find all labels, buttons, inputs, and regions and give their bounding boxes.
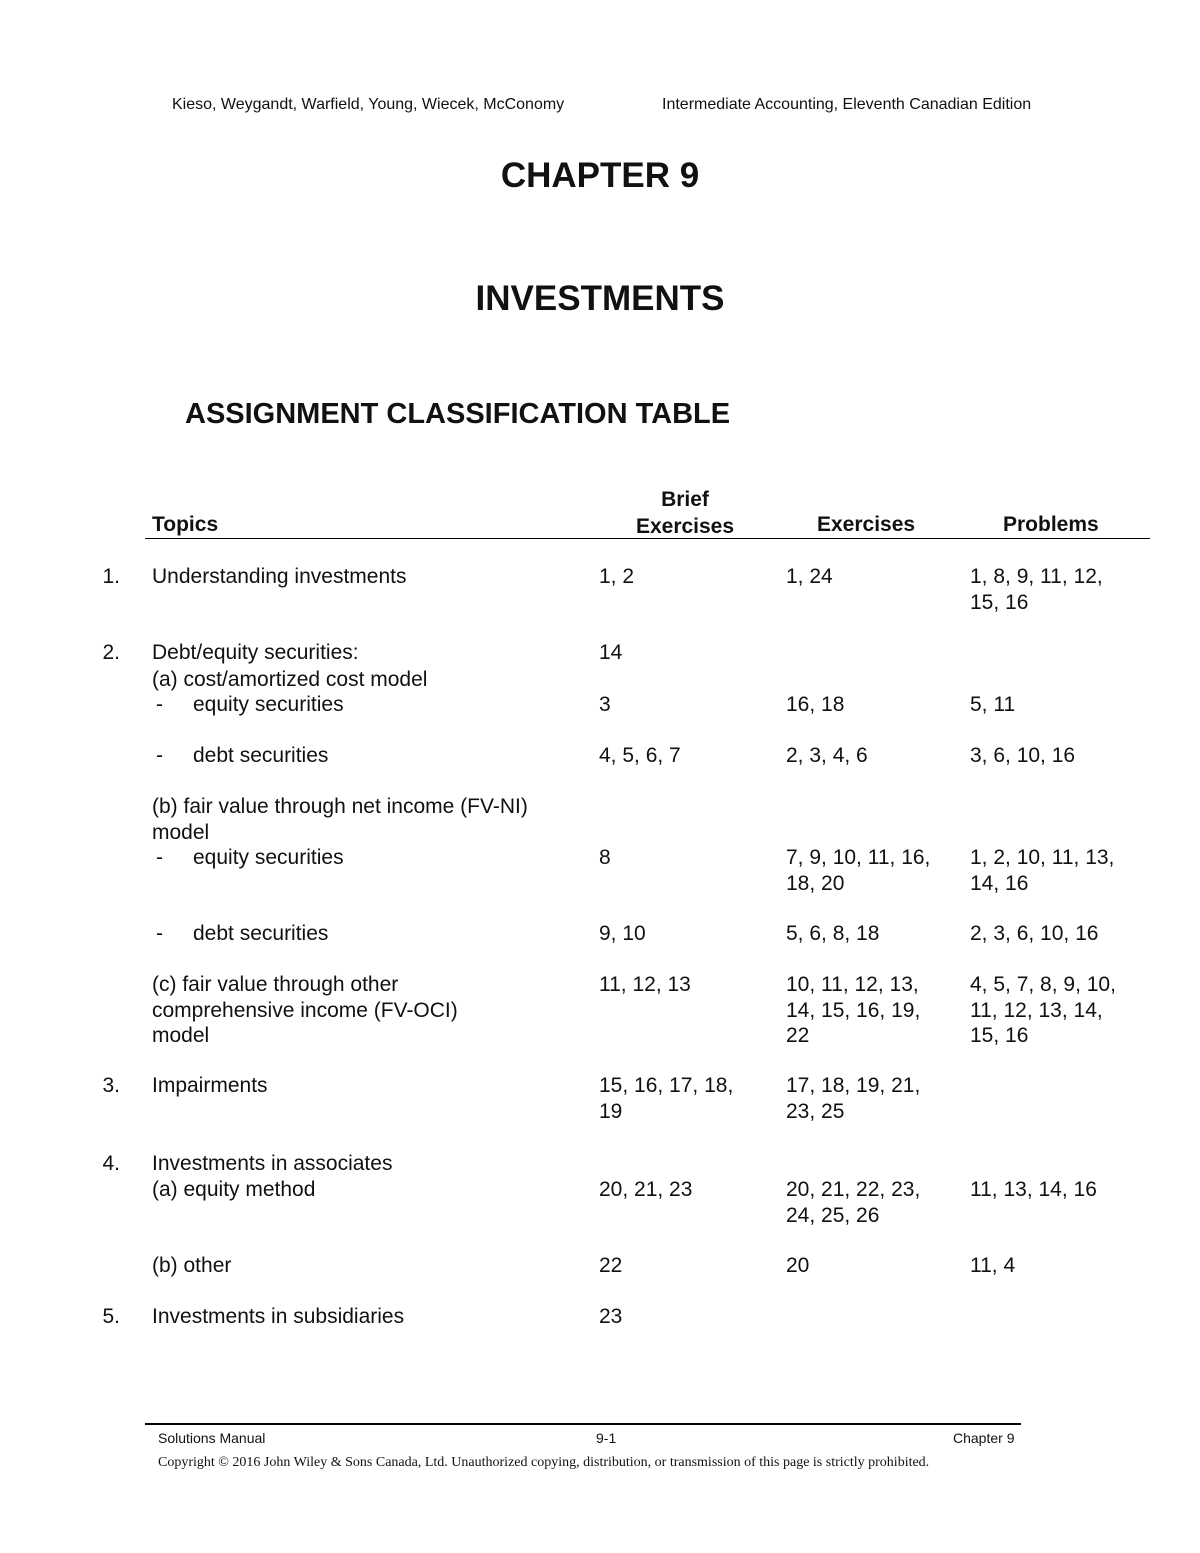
- row-exercises: 7, 9, 10, 11, 16, 18, 20: [786, 846, 931, 895]
- row-brief-exercises: 9, 10: [599, 922, 646, 945]
- row-number: 1.: [102, 565, 120, 588]
- table-title: ASSIGNMENT CLASSIFICATION TABLE: [185, 398, 731, 430]
- row-brief-exercises: 22: [599, 1254, 623, 1277]
- footer-left: Solutions Manual: [158, 1430, 266, 1446]
- header-authors: Kieso, Weygandt, Warfield, Young, Wiecek, McConomy: [172, 96, 565, 113]
- row-dash: -: [156, 744, 163, 767]
- row-topic: debt securities: [193, 744, 329, 767]
- chapter-label: CHAPTER 9: [500, 156, 700, 195]
- row-number: 2.: [102, 641, 120, 664]
- row-problems: 1, 2, 10, 11, 13, 14, 16: [970, 846, 1115, 895]
- row-problems: 5, 11: [970, 693, 1016, 716]
- row-brief-exercises: 20, 21, 23: [599, 1178, 693, 1201]
- row-topic: Investments in associates: [152, 1152, 393, 1175]
- header-rule: [145, 538, 1150, 539]
- row-problems: 11, 13, 14, 16: [970, 1178, 1097, 1201]
- footer-copyright: Copyright © 2016 John Wiley & Sons Canada, Ltd. Unauthorized copying, distribution, or transmission of this page is strictly prohibited.: [158, 1455, 930, 1470]
- row-exercises: 20: [786, 1254, 810, 1277]
- row-topic: (b) fair value through net income (FV-NI) model: [152, 795, 528, 844]
- row-exercises: 10, 11, 12, 13, 14, 15, 16, 19, 22: [786, 973, 921, 1047]
- row-exercises: 20, 21, 22, 23, 24, 25, 26: [786, 1178, 921, 1227]
- row-topic: (b) other: [152, 1254, 232, 1277]
- col-header-exercises: Exercises: [817, 513, 916, 536]
- row-brief-exercises: 23: [599, 1305, 623, 1328]
- row-brief-exercises: 3: [599, 693, 611, 716]
- row-topic: debt securities: [193, 922, 329, 945]
- footer-page-number: 9-1: [596, 1430, 617, 1446]
- row-topic: equity securities: [193, 693, 344, 716]
- row-topic: Impairments: [152, 1074, 268, 1097]
- row-exercises: 5, 6, 8, 18: [786, 922, 880, 945]
- row-brief-exercises: 8: [599, 846, 611, 869]
- row-topic: Debt/equity securities:: [152, 641, 359, 664]
- row-topic: Investments in subsidiaries: [152, 1305, 405, 1328]
- header-book-title: Intermediate Accounting, Eleventh Canadian Edition: [662, 96, 1032, 113]
- row-topic: (a) equity method: [152, 1178, 316, 1201]
- row-brief-exercises: 14: [599, 641, 623, 664]
- row-problems: 4, 5, 7, 8, 9, 10, 11, 12, 13, 14, 15, 16: [970, 973, 1116, 1047]
- row-brief-exercises: 15, 16, 17, 18, 19: [599, 1074, 734, 1123]
- row-topic: (c) fair value through other comprehensive income (FV-OCI) model: [152, 973, 458, 1047]
- row-problems: 11, 4: [970, 1254, 1016, 1277]
- row-exercises: 16, 18: [786, 693, 845, 716]
- row-number: 5.: [102, 1305, 120, 1328]
- row-topic: Understanding investments: [152, 565, 407, 588]
- row-topic: (a) cost/amortized cost model: [152, 668, 428, 691]
- row-brief-exercises: 11, 12, 13: [599, 973, 691, 996]
- col-header-brief-exercises: Brief Exercises: [635, 488, 735, 538]
- col-header-problems: Problems: [1003, 513, 1099, 536]
- row-problems: 2, 3, 6, 10, 16: [970, 922, 1099, 945]
- col-header-topics: Topics: [152, 513, 219, 536]
- row-exercises: 17, 18, 19, 21, 23, 25: [786, 1074, 921, 1123]
- row-problems: 3, 6, 10, 16: [970, 744, 1076, 767]
- row-topic: equity securities: [193, 846, 344, 869]
- footer-right: Chapter 9: [953, 1430, 1015, 1446]
- row-dash: -: [156, 846, 163, 869]
- row-problems: 1, 8, 9, 11, 12, 15, 16: [970, 565, 1103, 614]
- row-exercises: 2, 3, 4, 6: [786, 744, 868, 767]
- row-number: 4.: [102, 1152, 120, 1175]
- row-brief-exercises: 1, 2: [599, 565, 635, 588]
- row-dash: -: [156, 693, 163, 716]
- chapter-title: INVESTMENTS: [475, 279, 725, 318]
- row-brief-exercises: 4, 5, 6, 7: [599, 744, 681, 767]
- row-dash: -: [156, 922, 163, 945]
- row-exercises: 1, 24: [786, 565, 833, 588]
- footer-rule: [145, 1423, 1021, 1425]
- row-number: 3.: [102, 1074, 120, 1097]
